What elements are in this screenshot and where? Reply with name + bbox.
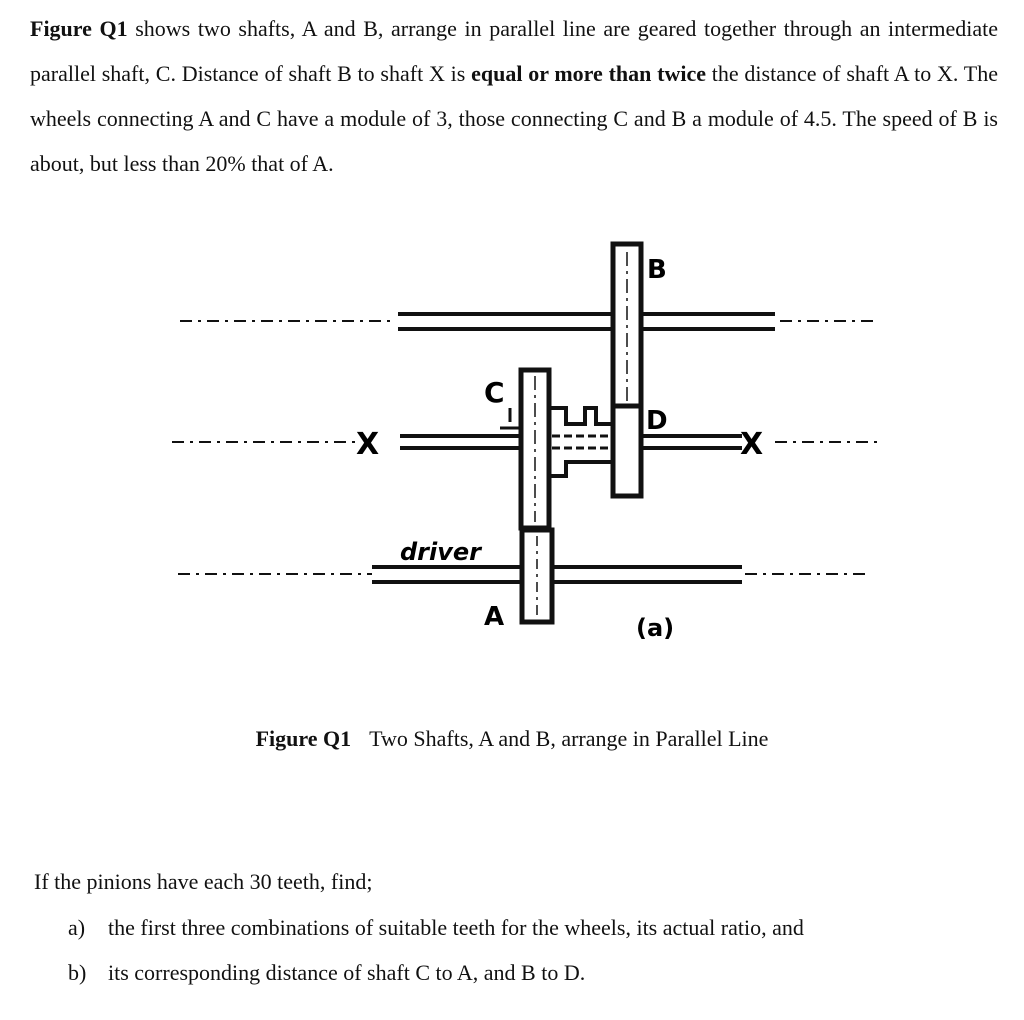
label-b: B (647, 255, 667, 285)
question-lead: If the pinions have each 30 teeth, find; (34, 869, 373, 894)
shaft-a (372, 567, 742, 582)
label-driver: driver (400, 538, 481, 566)
label-x-right: X (740, 427, 764, 462)
question-item (68, 910, 994, 946)
figure-caption (0, 726, 1024, 752)
caption-label: Figure Q1 (255, 726, 352, 751)
shaft-x (400, 436, 742, 448)
label-c: C (484, 376, 505, 409)
question-item-label: b) (68, 960, 87, 985)
shaft-b (398, 314, 775, 329)
gear-train-figure (0, 230, 1024, 670)
problem-statement (30, 6, 998, 186)
label-x-left: X (356, 427, 380, 462)
caption-text: Two Shafts, A and B, arrange in Parallel Line (369, 726, 769, 751)
statement-emphasis: equal or more than twice (471, 61, 706, 86)
statement-part-2: the distance of shaft A to X. The wheels connecting A and C have a module of 3, those connecting C and B a module of 4.5. The speed of B is about, but less than 20% that of A. (30, 61, 998, 176)
question-item-label: a) (68, 915, 86, 940)
gear-train-diagram (0, 230, 1024, 670)
question-block (34, 864, 994, 1000)
gear-d (613, 406, 641, 496)
label-d: D (646, 406, 668, 436)
statement-part-1: shows two shafts, A and B, arrange in parallel line are geared together through an intermediate parallel shaft, C. Distance of shaft B to shaft X is (30, 16, 998, 86)
label-a: A (484, 602, 505, 632)
question-item (68, 955, 994, 991)
figure-reference: Figure Q1 (30, 16, 128, 41)
question-item-text: the first three combinations of suitable teeth for the wheels, its actual ratio, and (108, 915, 804, 940)
question-item-text: its corresponding distance of shaft C to A, and B to D. (108, 960, 586, 985)
label-part-a: (a) (636, 614, 675, 642)
